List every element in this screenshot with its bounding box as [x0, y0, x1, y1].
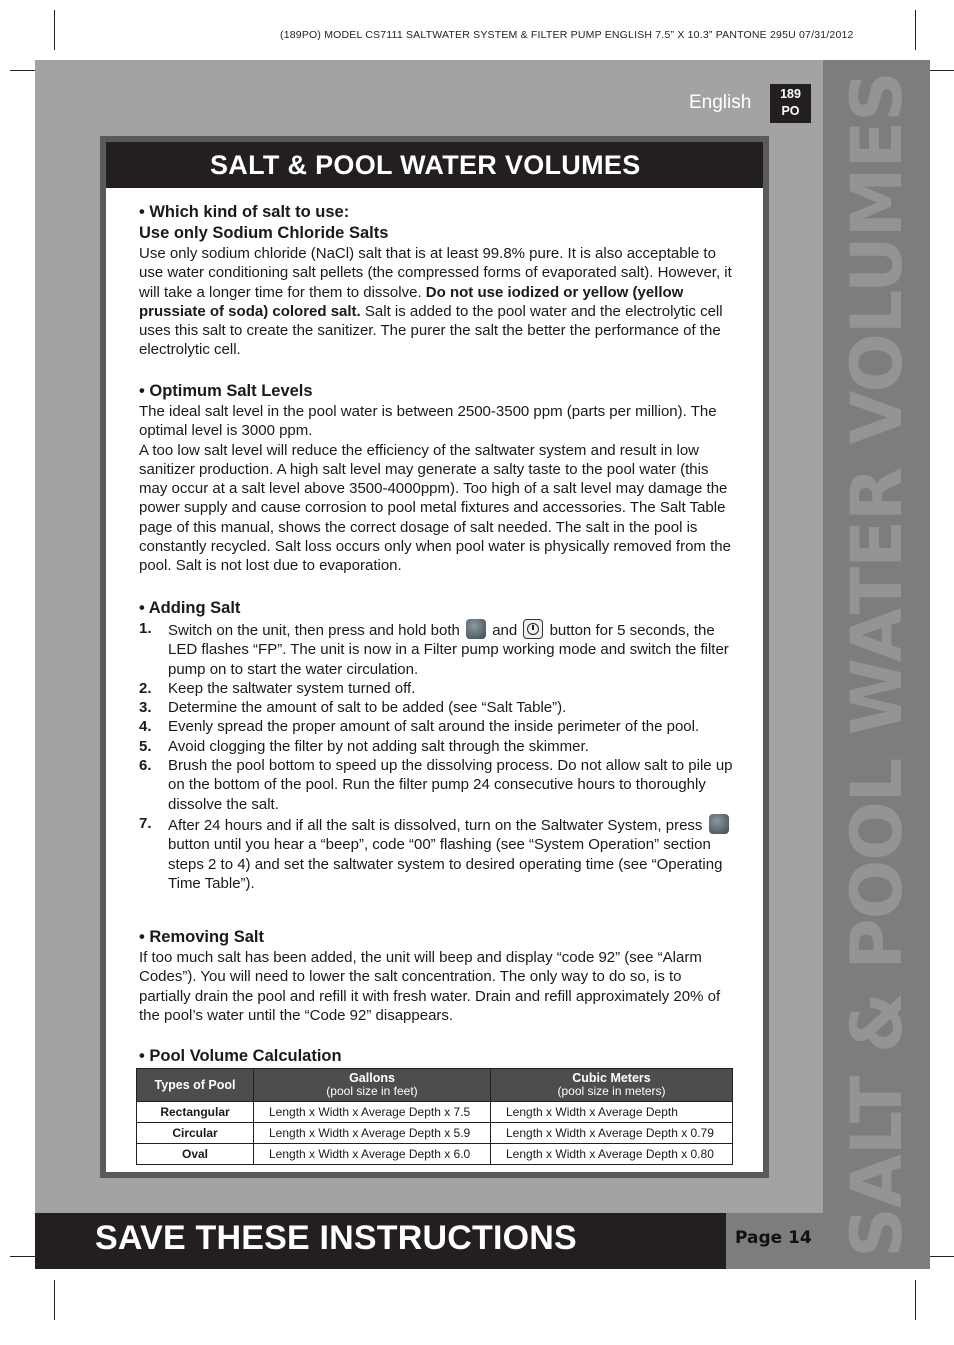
text-run: button for 5 seconds, the LED flashes “FP”. The unit is now in a Filter pump working mode and switch the filter pump on to start the water circulation. — [168, 622, 729, 678]
step-number: 7. — [139, 814, 152, 832]
list-item — [139, 679, 735, 698]
table-cell: Length x Width x Average Depth x 0.80 — [491, 1144, 733, 1165]
list-item — [139, 737, 735, 756]
text-run: After 24 hours and if all the salt is dissolved, turn on the Saltwater System, press — [168, 816, 707, 834]
list-item — [139, 619, 735, 679]
crop-mark — [54, 10, 55, 50]
column-header: Types of Pool — [137, 1069, 254, 1102]
header-sublabel: (pool size in meters) — [557, 1084, 666, 1098]
side-title: SALT & POOL WATER VOLUMES — [835, 71, 918, 1258]
step-text: Determine the amount of salt to be added (see “Salt Table”). — [168, 699, 567, 717]
step-number: 3. — [139, 699, 152, 717]
table-cell: Oval — [137, 1144, 254, 1165]
table-cell: Length x Width x Average Depth x 0.79 — [491, 1123, 733, 1144]
text-run: and — [488, 622, 522, 639]
section-heading: • Which kind of salt to use: — [139, 203, 350, 221]
table-row — [137, 1144, 733, 1165]
list-item — [139, 717, 735, 736]
text-run: Use only sodium chloride (NaCl) salt that is at least 99.8% pure. It is also acceptable to use water conditioning salt pellets (the compressed forms of evaporated salt). However, it will take a longer time for them to dissolve. — [139, 245, 732, 301]
salt-system-button-icon — [709, 814, 729, 834]
print-header: (189PO) MODEL CS7111 SALTWATER SYSTEM & FILTER PUMP ENGLISH 7.5” X 10.3” PANTONE 295U 07/31/2012 — [280, 29, 854, 41]
section-optimum-salt — [139, 381, 735, 576]
footer-text: SAVE THESE INSTRUCTIONS — [95, 1219, 577, 1257]
table-cell: Length x Width x Average Depth x 7.5 — [254, 1102, 491, 1123]
warning-text: Do not use iodized or yellow (yellow prussiate of soda) colored salt. — [139, 283, 684, 320]
step-number: 2. — [139, 679, 152, 697]
table-row — [137, 1102, 733, 1123]
footer-bar — [35, 1213, 726, 1269]
step-text: Brush the pool bottom to speed up the dissolving process. Do not allow salt to pile up on the bottom of the pool. Run the filter pump 24 consecutive hours to thoroughly dissolve the salt. — [168, 757, 733, 813]
page-title: SALT & POOL WATER VOLUMES — [210, 150, 641, 180]
list-item — [139, 756, 735, 814]
table-header-row — [137, 1069, 733, 1102]
step-text: Avoid clogging the filter by not adding salt through the skimmer. — [168, 737, 589, 755]
page-number: Page 14 — [735, 1228, 812, 1248]
column-header — [254, 1069, 491, 1102]
step-number: 1. — [139, 620, 152, 637]
section-heading: • Removing Salt — [139, 928, 264, 946]
side-strip — [823, 60, 930, 1269]
language-label: English — [689, 92, 752, 113]
table-cell: Rectangular — [137, 1102, 254, 1123]
section-salt-type — [139, 202, 735, 360]
table-row — [137, 1123, 733, 1144]
badge-line1: 189 — [780, 87, 801, 101]
list-item — [139, 698, 735, 717]
header-label: Cubic Meters — [572, 1071, 651, 1085]
step-number: 4. — [139, 718, 152, 736]
table-cell: Length x Width x Average Depth x 6.0 — [254, 1144, 491, 1165]
header-sublabel: (pool size in feet) — [326, 1084, 418, 1098]
crop-mark — [915, 1280, 916, 1320]
paragraph: A too low salt level will reduce the efficiency of the saltwater system and result in low sanitizer production. A high salt level may generate a salty taste to the pool water (this may occur at a salt level above 3500-4000ppm). Too high of a salt level may damage the power supply and cause corrosion to pool metal fixtures and accessories. The Salt Table page of this manual, shows the correct dosage of salt needed. The salt in the pool is constantly recycled. Salt loss occurs only when pool water is physically removed from the pool. Salt is not lost due to evaporation. — [139, 441, 731, 575]
step-number: 5. — [139, 737, 152, 755]
column-header — [491, 1069, 733, 1102]
section-removing-salt — [139, 927, 735, 1025]
section-heading: • Pool Volume Calculation — [139, 1047, 342, 1065]
section-heading: • Optimum Salt Levels — [139, 382, 313, 400]
page-code-badge — [770, 84, 811, 123]
section-pool-volume — [139, 1046, 735, 1067]
step-number: 6. — [139, 757, 152, 775]
text-run: Switch on the unit, then press and hold both — [168, 622, 465, 639]
salt-type-text — [139, 244, 735, 360]
section-subheading: Use only Sodium Chloride Salts — [139, 224, 389, 242]
step-text: Keep the saltwater system turned off. — [168, 679, 416, 697]
timer-button-icon — [523, 619, 543, 639]
section-adding-salt — [139, 598, 735, 893]
title-bar — [106, 142, 763, 188]
crop-mark — [54, 1280, 55, 1320]
steps-list — [139, 619, 735, 893]
page-number-box — [726, 1213, 823, 1269]
badge-line2: PO — [781, 104, 800, 118]
header-label: Gallons — [349, 1071, 395, 1085]
pool-volume-table — [136, 1068, 733, 1165]
table-cell: Length x Width x Average Depth x 5.9 — [254, 1123, 491, 1144]
text-run: Salt is added to the pool water and the electrolytic cell uses this salt to create the sanitizer. The purer the salt the better the performance of the electrolytic cell. — [139, 302, 723, 359]
paragraph: The ideal salt level in the pool water is between 2500-3500 ppm (parts per million). The optimal level is 3000 ppm. — [139, 403, 717, 440]
crop-mark — [915, 10, 916, 50]
list-item — [139, 814, 735, 893]
table-cell: Length x Width x Average Depth — [491, 1102, 733, 1123]
text-run: button until you hear a “beep”, code “00” flashing (see “System Operation” section steps 2 to 4) and set the saltwater system to desired operating time (see “Operating Time Table”). — [168, 836, 723, 892]
paragraph: If too much salt has been added, the unit will beep and display “code 92” (see “Alarm Codes”). You will need to lower the salt concentration. The only way to do so, is to partially drain the pool and refill it with fresh water. Drain and refill approximately 20% of the pool’s water until the “Code 92” disappears. — [139, 949, 721, 1024]
table-cell: Circular — [137, 1123, 254, 1144]
salt-system-button-icon — [466, 619, 486, 639]
section-heading: • Adding Salt — [139, 599, 241, 617]
step-text: Evenly spread the proper amount of salt around the inside perimeter of the pool. — [168, 718, 700, 736]
